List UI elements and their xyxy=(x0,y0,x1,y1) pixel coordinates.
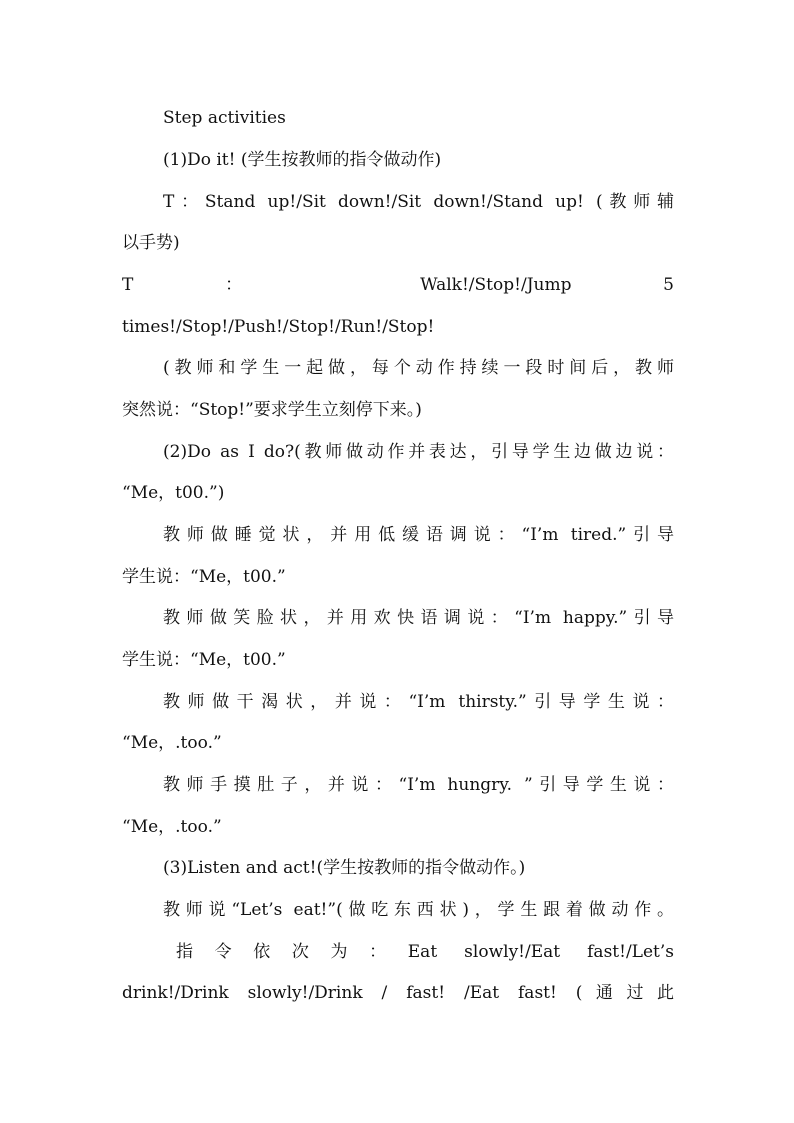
paragraph-line: drink!/Drink slowly!/Drink / fast! /Eat fast! (通过此 xyxy=(122,983,674,1003)
paragraph-line: 教师做笑脸状，并用欢快语调说：“I’m happy.”引导 xyxy=(163,608,674,628)
paragraph-line: (教师和学生一起做，每个动作持续一段时间后，教师 xyxy=(163,358,674,378)
paragraph-line: 教师说“Let’s eat!”(做吃东西状)，学生跟着做动作。 xyxy=(163,900,674,920)
paragraph-line: 学生说：“Me，t00.” xyxy=(122,567,286,587)
paragraph-line: 以手势) xyxy=(122,233,180,253)
paragraph-line: 教师手摸肚子，并说：“I’m hungry. ”引导学生说： xyxy=(163,775,674,795)
paragraph-line: 指令依次为：Eat slowly!/Eat fast!/Let’s xyxy=(176,942,674,962)
paragraph-line: “Me，.too.” xyxy=(122,817,222,837)
paragraph-line: T：Stand up!/Sit down!/Sit down!/Stand up! (教师辅 xyxy=(163,192,674,212)
paragraph-line: 突然说：“Stop!”要求学生立刻停下来。) xyxy=(122,400,422,420)
section-heading: Step activities xyxy=(163,108,286,128)
paragraph-line: (3)Listen and act!(学生按教师的指令做动作。) xyxy=(163,858,526,878)
paragraph-line: 教师做睡觉状，并用低缓语调说：“I’m tired.”引导 xyxy=(163,525,674,545)
paragraph-line: 教师做干渴状，并说：“I’m thirsty.”引导学生说： xyxy=(163,692,674,712)
paragraph-line: (2)Do as I do?(教师做动作并表达，引导学生边做边说： xyxy=(163,442,674,462)
paragraph-line: times!/Stop!/Push!/Stop!/Run!/Stop! xyxy=(122,317,435,337)
paragraph-line: 学生说：“Me，t00.” xyxy=(122,650,286,670)
paragraph-line: T ： Walk!/Stop!/Jump 5 xyxy=(122,275,674,295)
paragraph-line: (1)Do it! (学生按教师的指令做动作) xyxy=(163,150,442,170)
paragraph-line: “Me，t00.”) xyxy=(122,483,225,503)
paragraph-line: “Me，.too.” xyxy=(122,733,222,753)
